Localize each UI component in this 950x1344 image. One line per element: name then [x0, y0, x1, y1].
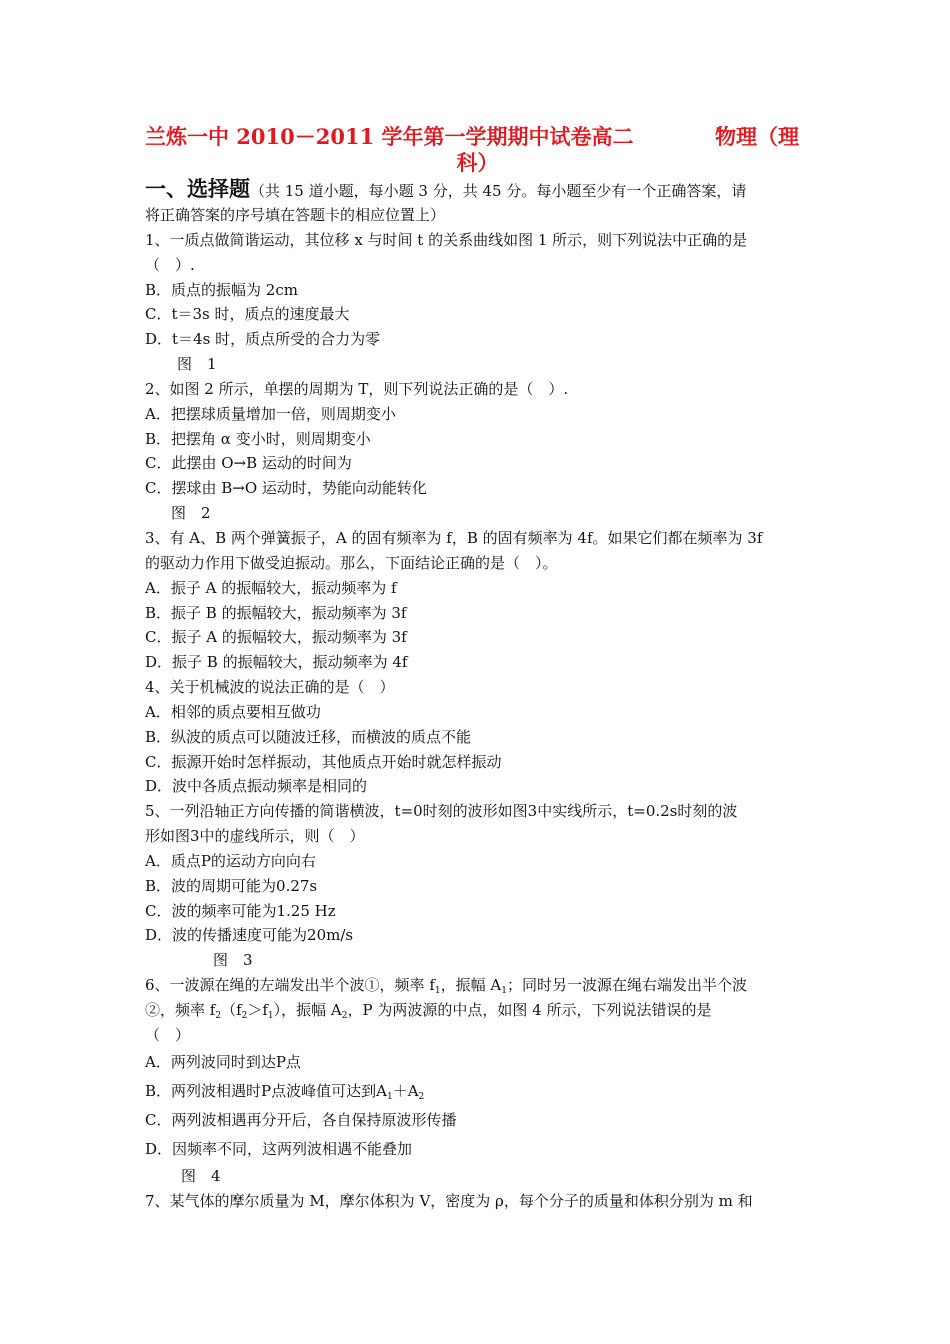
q7-stem: 7、某气体的摩尔质量为 M，摩尔体积为 V，密度为 ρ，每个分子的质量和体积分别为 m 和 [145, 1191, 753, 1210]
q4-option-c: C．振源开始时怎样振动，其他质点开始时就怎样振动 [145, 752, 502, 771]
q6-stem-1-part: 6、一波源在绳的左端发出半个波①，频率 f [145, 976, 435, 995]
q6-stem-2-part: ＞f [247, 1001, 268, 1019]
q3-option-d: D．振子 B 的振幅较大，振动频率为 4f [145, 653, 408, 672]
q6-stem-1-part: ；同时另一波源在绳右端发出半个波 [506, 976, 747, 995]
q6-option-b-part: ＋A [392, 1081, 419, 1100]
title-school-term: 兰炼一中 2010－2011 学年第一学期期中试卷高二 [145, 124, 634, 149]
figure-1-caption: 图 1 [177, 355, 217, 374]
title-subject: 物理（理 [715, 124, 799, 149]
title-line-1 [145, 124, 810, 150]
q5-option-a: A．质点P的运动方向向右 [145, 851, 316, 870]
title-line-2: 科） [456, 150, 499, 175]
q6-option-a: A．两列波同时到达P点 [145, 1052, 301, 1071]
q6-subscript: 1 [434, 986, 441, 997]
q5-stem-2: 形如图3中的虚线所示，则（ ） [145, 827, 365, 846]
figure-4-caption: 图 4 [181, 1166, 221, 1185]
section-heading: 一、选择题 [145, 176, 250, 201]
q6-stem-2-part: ，P 为两波源的中点，如图 4 所示，下列说法错误的是 [347, 1001, 712, 1019]
q2-option-b: B．把摆角 α 变小时，则周期变小 [145, 429, 371, 448]
q6-stem-3: （ ） [145, 1025, 191, 1044]
q5-option-d: D．波的传播速度可能为20m/s [145, 926, 354, 945]
q3-option-c: C．振子 A 的振幅较大，振动频率为 3f [145, 628, 407, 647]
exam-content [145, 174, 810, 1213]
q6-stem-2 [145, 998, 810, 1023]
section-heading-line [145, 174, 810, 203]
section-note-2: 将正确答案的序号填在答题卡的相应位置上） [145, 206, 446, 224]
q2-option-d: C．摆球由 B→O 运动时，势能向动能转化 [145, 479, 427, 498]
q3-option-a: A．振子 A 的振幅较大，振动频率为 f [145, 578, 397, 597]
q1-stem-1: 1、一质点做简谐运动，其位移 x 与时间 t 的关系曲线如图 1 所示，则下列说法中正确的是 [145, 230, 748, 249]
q6-subscript: 1 [267, 1011, 274, 1021]
q1-stem-2: （ ）. [145, 255, 195, 274]
q6-option-b-part: B．两列波相遇时P点波峰值可达到A [145, 1081, 387, 1100]
q4-option-d: D．波中各质点振动频率是相同的 [145, 777, 368, 796]
q2-stem: 2、如图 2 所示，单摆的周期为 T，则下列说法正确的是（ ）. [145, 379, 569, 398]
q6-subscript: 2 [215, 1011, 222, 1021]
q6-option-b [145, 1077, 810, 1106]
q1-option-d: D．t＝4s 时，质点所受的合力为零 [145, 330, 381, 349]
q6-stem-1-part: ，振幅 A [440, 976, 502, 995]
figure-3-caption: 图 3 [213, 951, 253, 970]
q6-stem-1 [145, 973, 810, 998]
q6-option-c: C．两列波相遇再分开后，各自保持原波形传播 [145, 1110, 457, 1129]
q6-subscript: 2 [241, 1011, 248, 1021]
q6-stem-2-part: （f [221, 1001, 242, 1019]
q6-subscript: 1 [386, 1091, 393, 1102]
q2-option-a: A．把摆球质量增加一倍，则周期变小 [145, 404, 396, 423]
q5-stem-1: 5、一列沿轴正方向传播的简谐横波，t=0时刻的波形如图3中实线所示，t=0.2s时刻的波 [145, 802, 738, 821]
q6-stem-2-part: ），振幅 A [273, 1001, 342, 1019]
q6-subscript: 1 [501, 986, 507, 997]
q6-option-d: D．因频率不同，这两列波相遇不能叠加 [145, 1139, 413, 1158]
q6-subscript: 2 [341, 1011, 348, 1021]
q6-stem-2-part: ②，频率 f [145, 1001, 216, 1019]
q3-stem-2: 的驱动力作用下做受迫振动。那么，下面结论正确的是（ ）。 [145, 553, 558, 572]
q4-stem: 4、关于机械波的说法正确的是（ ） [145, 678, 395, 697]
section-note-1: （共 15 道小题，每小题 3 分，共 45 分。每小题至少有一个正确答案，请 [250, 182, 747, 200]
q4-option-b: B．纵波的质点可以随波迁移，而横波的质点不能 [145, 727, 472, 746]
q3-option-b: B．振子 B 的振幅较大，振动频率为 3f [145, 603, 407, 622]
q6-subscript: 2 [418, 1091, 425, 1102]
q5-option-b: B．波的周期可能为0.27s [145, 876, 318, 895]
q3-stem-1: 3、有 A、B 两个弹簧振子，A 的固有频率为 f，B 的固有频率为 4f。如果它们都在频率为 3f [145, 528, 763, 547]
q5-option-c: C．波的频率可能为1.25 Hz [145, 901, 336, 920]
figure-2-caption: 图 2 [171, 504, 211, 523]
q1-option-b: B．质点的振幅为 2cm [145, 280, 298, 299]
q2-option-c: C．此摆由 O→B 运动的时间为 [145, 454, 352, 473]
q1-option-c: C．t＝3s 时，质点的速度最大 [145, 305, 350, 324]
q4-option-a: A．相邻的质点要相互做功 [145, 702, 321, 721]
exam-title [145, 124, 810, 176]
